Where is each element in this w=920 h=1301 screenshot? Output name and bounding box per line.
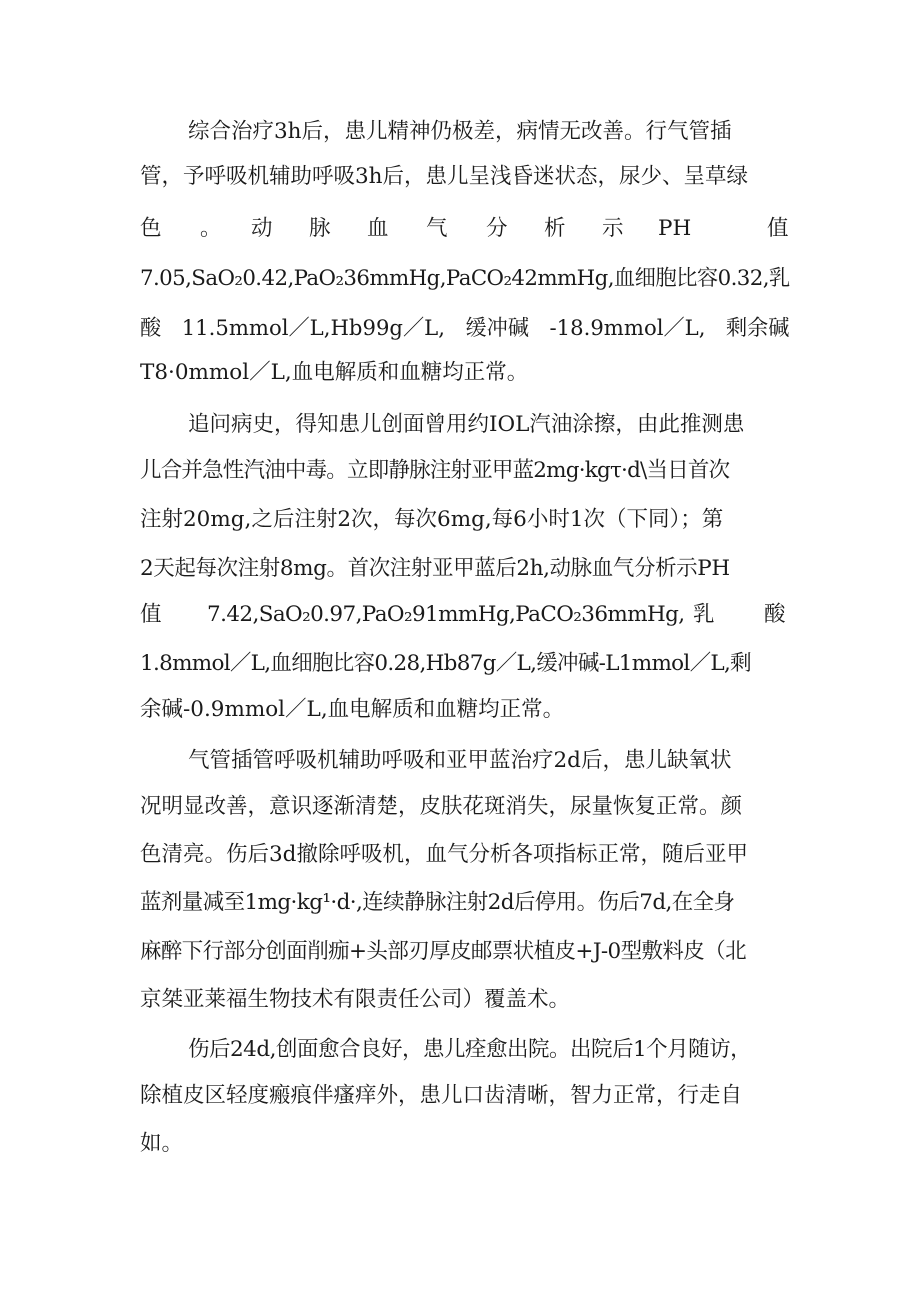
- line-text: 酸 11.5mmol／L,Hb99g／L, 缓冲碱 -18.9mmol／L, 剩余碱: [140, 316, 790, 341]
- line-text: 除植皮区轻度瘢痕伴瘙痒外，患儿口齿清晰，智力正常，行走自: [140, 1083, 743, 1108]
- line-text: 注射20mg,之后注射2次，每次6mg,每6小时1次（下同）；第: [140, 507, 724, 532]
- line-word: PH: [658, 216, 692, 241]
- text-line: [0, 451, 920, 491]
- line-text: 1.8mmol／L,血细胞比容0.28,Hb87g／L,缓冲碱-L1mmol／L,剩: [140, 651, 751, 676]
- line-word: 值: [767, 216, 789, 241]
- line-word: 示: [602, 216, 624, 241]
- line-word: 色: [140, 216, 162, 241]
- line-text: 如。: [140, 1131, 184, 1156]
- line-text: 余碱-0.9mmol／L,血电解质和血糖均正常。: [140, 697, 565, 722]
- line-text: 气管插管呼吸机辅助呼吸和亚甲蓝治疗2d后，患儿缺氧状: [188, 748, 732, 773]
- text-line: [0, 1076, 920, 1116]
- line-word: 乳: [693, 602, 715, 627]
- line-text: 追问病史，得知患儿创面曾用约IOL汽油涂擦，由此推测患: [188, 412, 745, 437]
- line-word: 酸: [764, 602, 786, 627]
- text-line: [0, 690, 920, 730]
- text-line: [0, 787, 920, 827]
- line-text: 综合治疗3h后，患儿精神仍极差，病情无改善。行气管插: [188, 119, 732, 144]
- line-text: T8·0mmol／L,血电解质和血糖均正常。: [140, 360, 529, 385]
- line-word: 气: [426, 216, 448, 241]
- text-line: [0, 353, 920, 393]
- line-text: 况明显改善，意识逐渐清楚，皮肤花斑消失，尿量恢复正常。颜: [140, 794, 743, 819]
- line-text: 麻醉下行部分创面削痂+头部刃厚皮邮票状植皮+J-0型敷料皮（北: [140, 939, 746, 964]
- text-line: [0, 549, 920, 589]
- text-line: [0, 1124, 920, 1164]
- text-line: [0, 405, 920, 445]
- line-text: 伤后24d,创面愈合良好，患儿痊愈出院。出院后1个月随访，: [188, 1037, 752, 1062]
- line-word: 值: [140, 602, 162, 627]
- text-line: [0, 595, 920, 635]
- line-word: 血: [367, 216, 389, 241]
- text-line: [0, 741, 920, 781]
- line-text: 儿合并急性汽油中毒。立即静脉注射亚甲蓝2mg·kgτ·d\当日首次: [140, 458, 730, 483]
- line-word: 分: [486, 216, 508, 241]
- text-line: [0, 500, 920, 540]
- text-line: [0, 157, 920, 197]
- line-text: 管，予呼吸机辅助呼吸3h后，患儿呈浅昏迷状态，尿少、呈草绿: [140, 164, 749, 189]
- line-text: 京桀亚莱福生物技术有限责任公司）覆盖术。: [140, 987, 571, 1012]
- line-word: 析: [544, 216, 566, 241]
- line-text: 色清亮。伤后3d撤除呼吸机，血气分析各项指标正常，随后亚甲: [140, 842, 748, 867]
- text-line: [0, 883, 920, 923]
- text-line: [0, 644, 920, 684]
- text-line: [0, 932, 920, 972]
- text-line: [0, 112, 920, 152]
- line-word: 脉: [309, 216, 331, 241]
- line-text: 7.05,SaO₂0.42,PaO₂36mmHg,PaCO₂42mmHg,血细胞比容0.32,乳: [140, 266, 790, 291]
- text-line: [0, 1030, 920, 1070]
- line-word: 7.42,SaO₂0.97,PaO₂91mmHg,PaCO₂36mmHg,: [207, 602, 685, 627]
- text-line: [0, 980, 920, 1020]
- text-line: [0, 835, 920, 875]
- text-line: [0, 259, 920, 299]
- line-text: 蓝剂量减至1mg·kg¹·d·,连续静脉注射2d后停用。伤后7d,在全身: [140, 890, 735, 915]
- text-line: [0, 309, 920, 349]
- line-text: 2天起每次注射8mg。首次注射亚甲蓝后2h,动脉血气分析示PH: [140, 556, 730, 581]
- line-word: 。: [200, 216, 222, 241]
- text-line: [0, 209, 920, 249]
- line-word: 动: [251, 216, 273, 241]
